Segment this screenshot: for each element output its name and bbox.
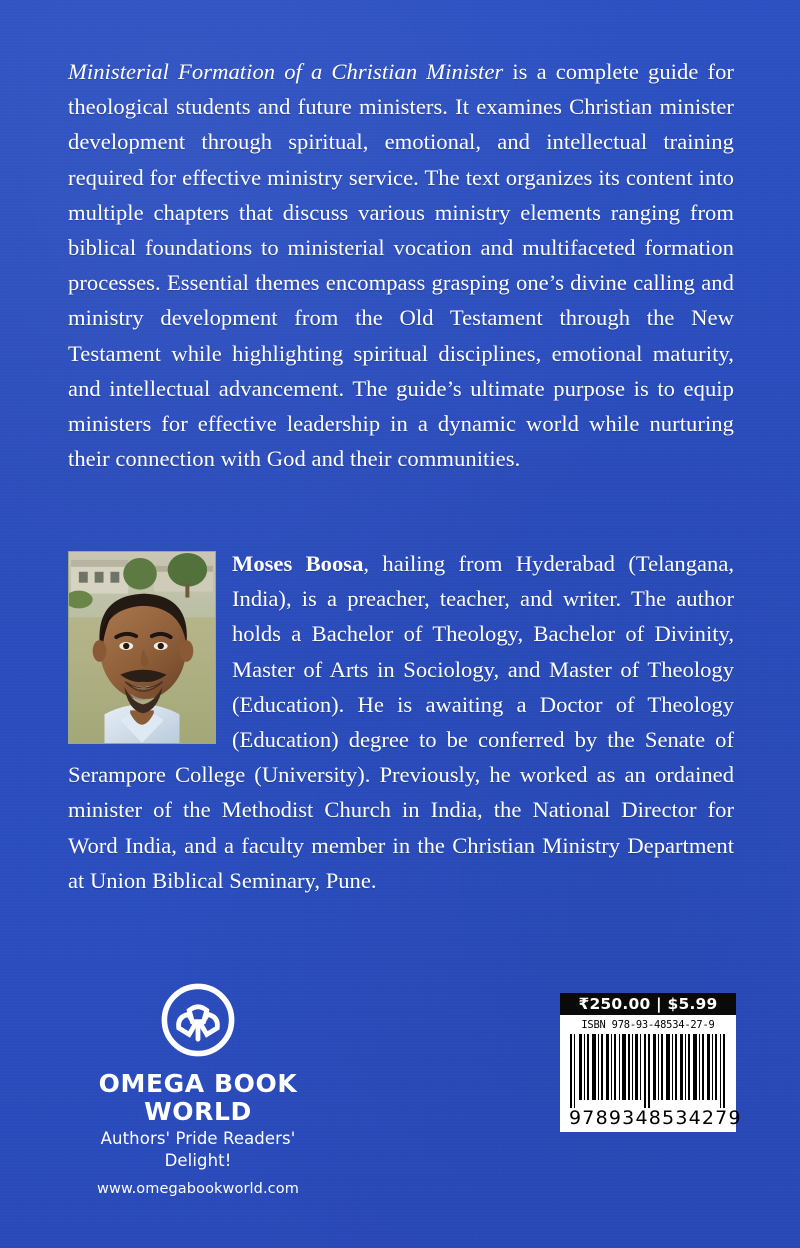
book-description-body: is a complete guide for theological students and future ministers. It examines Christian minister development through spiritual, emotional, and intellectual training required for effective ministry service. The text organizes its content into multiple chapters that discuss various ministry elements ranging from biblical foundations to ministerial vocation and multifaceted formation processes. Essential themes encompass grasping one’s divine calling and ministry development from the Old Testament through the New Testament while highlighting spiritual disciplines, emotional maturity, and intellectual advancement. The guide’s ultimate purpose is to equip ministers for effective leadership in a dynamic world while nurturing their connection with God and their communities. xyxy=(68,59,735,472)
publisher-block xyxy=(68,980,328,1197)
book-description xyxy=(68,54,734,476)
author-bio-body: , hailing from Hyderabad (Telangana, India), is a preacher, teacher, and writer. The author holds a Bachelor of Theology, Bachelor of Divinity, Master of Arts in Sociology, and Master of Theology (Education). He is awaiting a Doctor of Theology (Education) degree to be conferred by the Senate of Serampore College (University). Previously, he worked as an ordained minister of the Methodist Church in India, the National Director for Word India, and a faculty member in the Christian Ministry Department at Union Biblical Seminary, Pune. xyxy=(68,551,735,893)
omega-trefoil-logo-icon xyxy=(158,980,238,1060)
price-badge: ₹250.00 | $5.99 xyxy=(560,993,736,1015)
book-title: Ministerial Formation of a Christian Minister xyxy=(68,59,504,84)
publisher-name: OMEGA BOOK WORLD xyxy=(98,1069,298,1126)
isbn-text: ISBN 978-93-48534-27-9 xyxy=(581,1019,715,1031)
ean13-barcode-icon xyxy=(568,1034,728,1108)
publisher-tagline: Authors' Pride Readers' Delight! xyxy=(100,1129,296,1170)
barcode-panel xyxy=(560,1015,742,1132)
author-portrait-illustration xyxy=(69,552,215,743)
author-photo xyxy=(68,551,216,744)
author-name: Moses Boosa xyxy=(232,551,364,576)
ean-left-digit: 9 xyxy=(569,1107,583,1129)
ean-mid-digits: 789348 xyxy=(582,1107,663,1129)
ean-right-digits: 534279 xyxy=(662,1107,742,1129)
barcode-digits xyxy=(568,1107,742,1130)
barcode-block xyxy=(560,993,742,1132)
publisher-url[interactable]: www.omegabookworld.com xyxy=(97,1181,299,1197)
author-section xyxy=(68,546,734,898)
